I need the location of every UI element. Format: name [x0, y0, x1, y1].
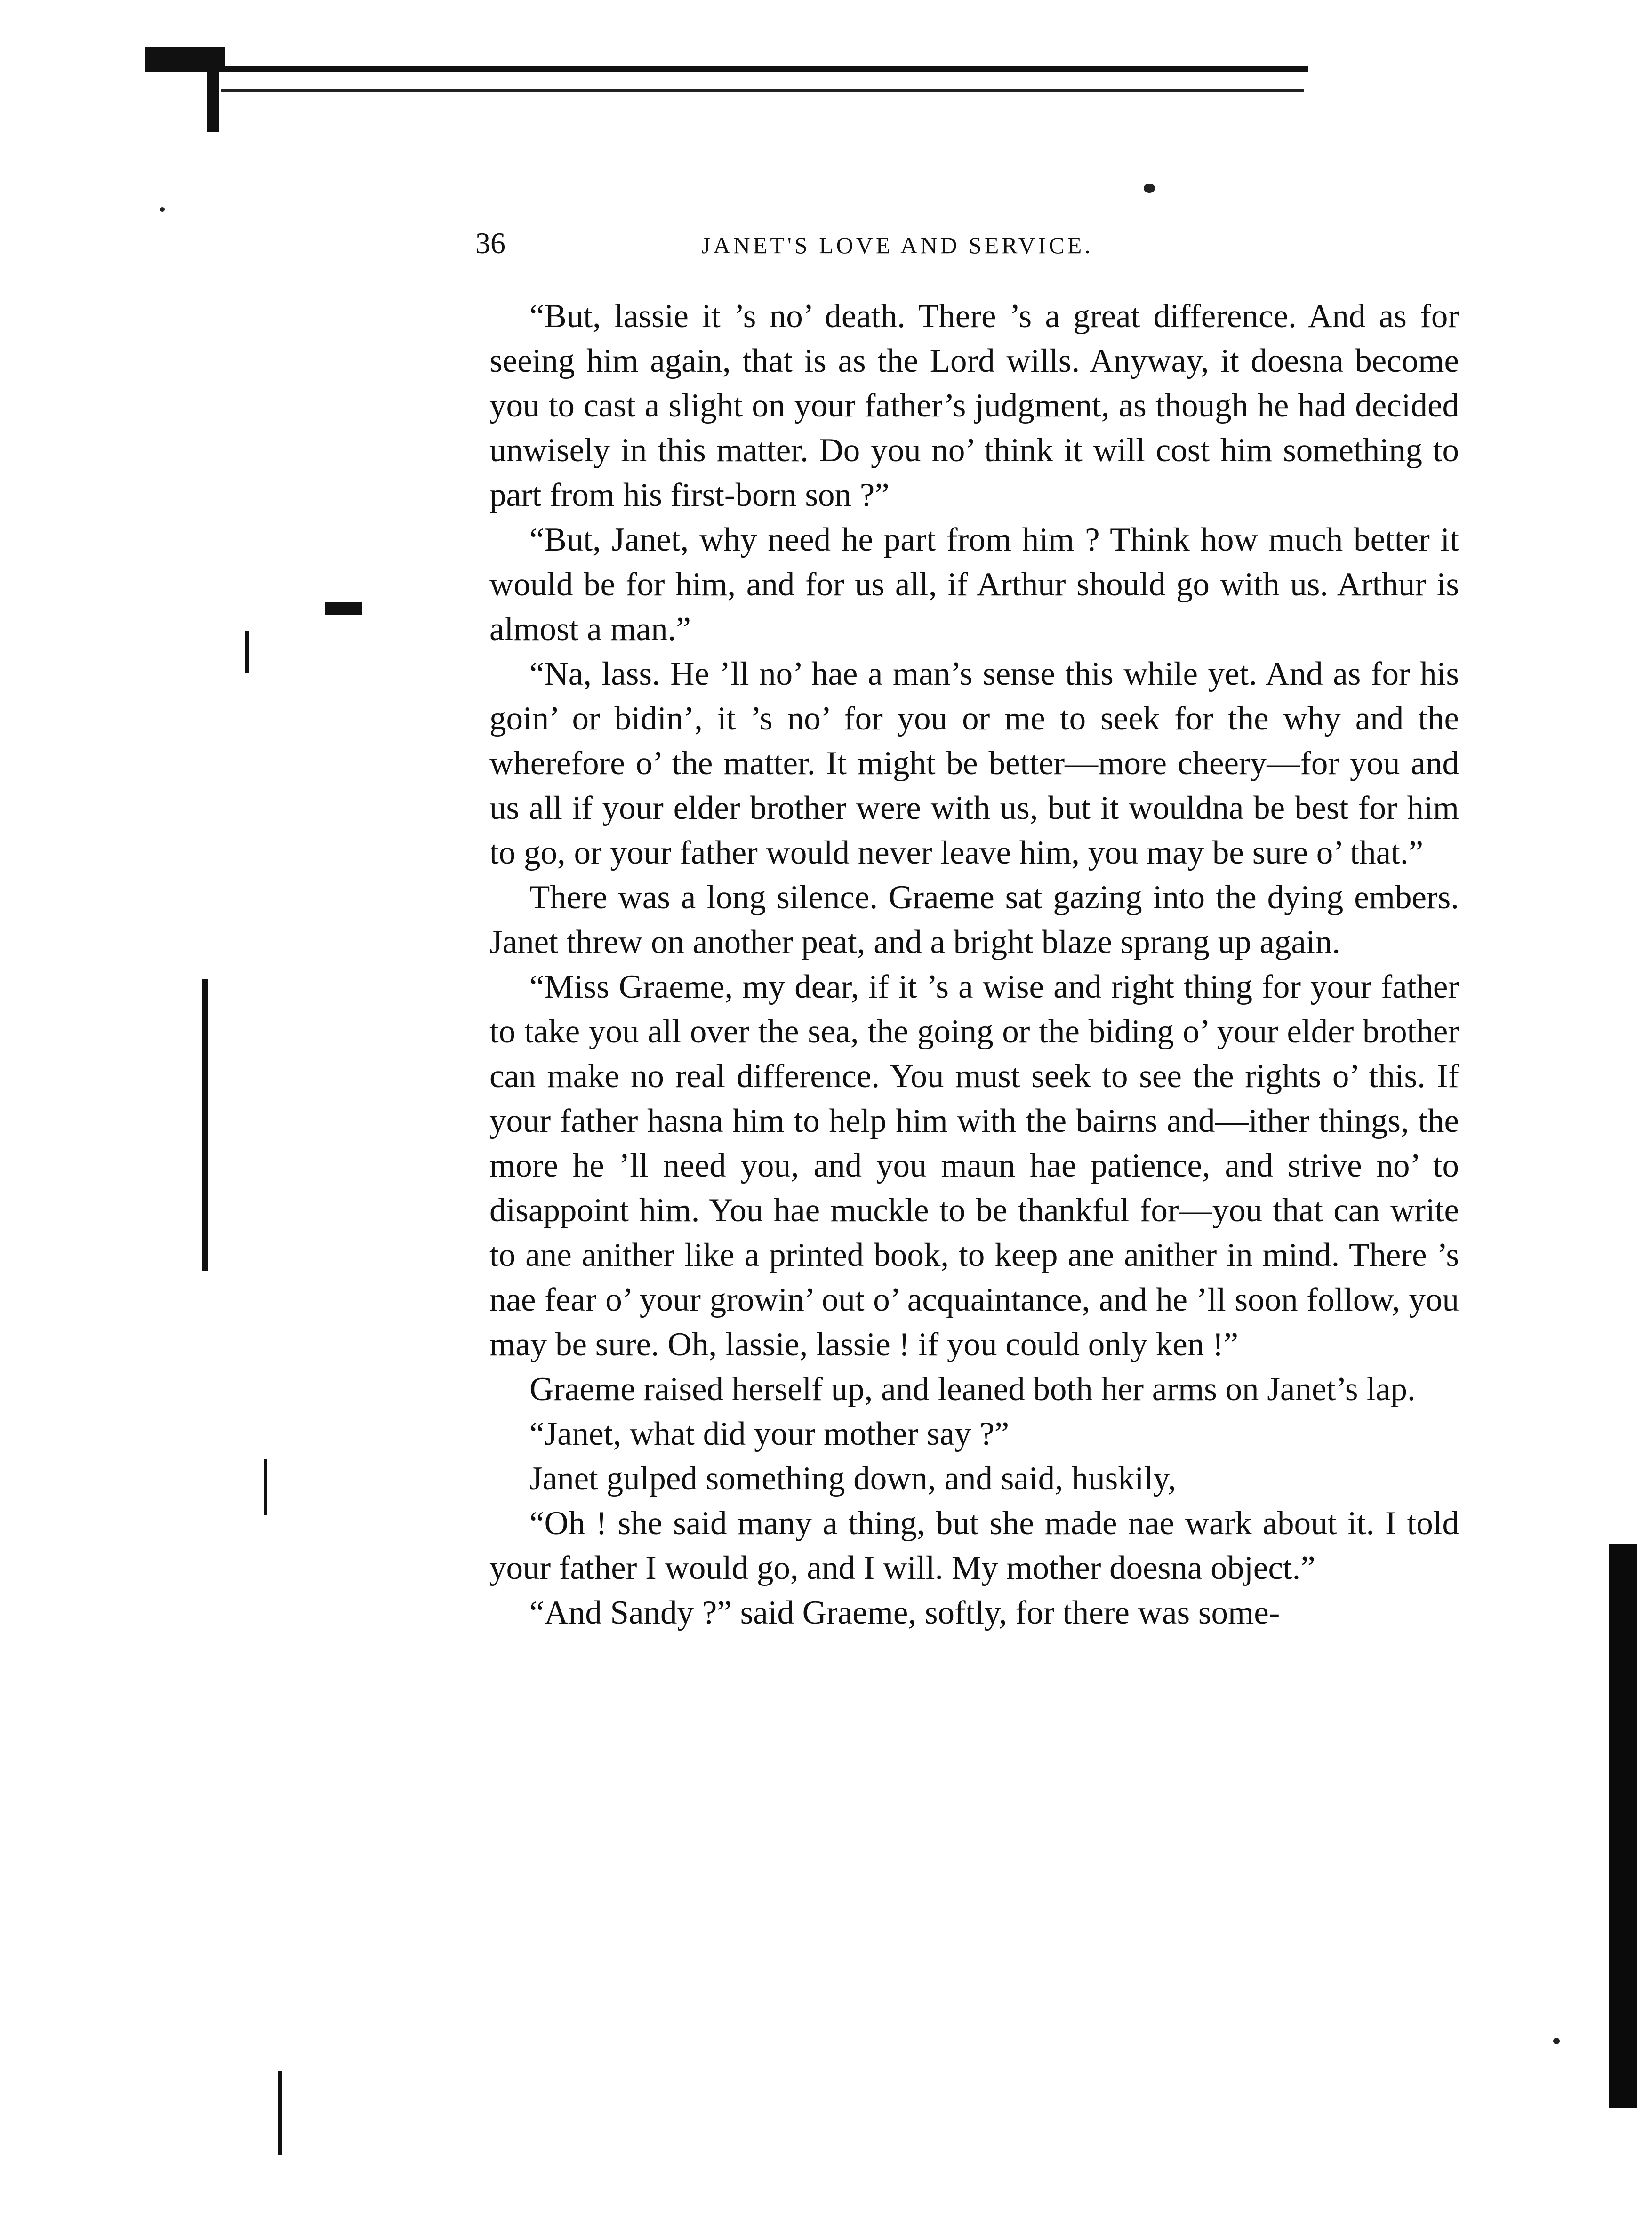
page-number: 36	[475, 226, 505, 260]
top-rule-hook-stem	[207, 47, 219, 132]
paragraph: “But, lassie it ’s no’ death. There ’s a great difference. And as for seeing him again, that is as the Lord wills. Anyway, it doesna become you to cast a slight on your father’s judgment, as though he had decided unwisely in this matter. Do you no’ think it will cost him something to part from his first-born son ?”	[489, 298, 1459, 513]
left-margin-mark	[245, 631, 249, 673]
left-margin-mark	[325, 602, 362, 615]
paragraph: “Janet, what did your mother say ?”	[529, 1416, 1010, 1452]
paragraph: There was a long silence. Graeme sat gazing into the dying embers. Janet threw on another peat, and a bright blaze sprang up again.	[489, 879, 1459, 961]
paragraph: “And Sandy ?” said Graeme, softly, for there was some-	[529, 1594, 1280, 1631]
paragraph: “Na, lass. He ’ll no’ hae a man’s sense this while yet. And as for his goin’ or bidin’, it ’s no’ for you or me to seek for the why and the wherefore o’ the matter. It might be better—more cheery—for you and us all if your elder brother were with us, but it wouldna be best for him to go, or your father would never leave him, you may be sure o’ that.”	[489, 656, 1459, 871]
body-text	[489, 294, 1459, 1635]
paragraph: “Oh ! she said many a thing, but she made nae wark about it. I told your father I would go, and I will. My mother doesna object.”	[489, 1505, 1459, 1586]
paragraph: Graeme raised herself up, and leaned both her arms on Janet’s lap.	[529, 1371, 1416, 1408]
top-rule-thin	[221, 89, 1304, 92]
paragraph: Janet gulped something down, and said, huskily,	[529, 1460, 1176, 1497]
paragraph: “But, Janet, why need he part from him ? Think how much better it would be for him, and for us all, if Arthur should go with us. Arthur is almost a man.”	[489, 521, 1459, 648]
scan-speck	[1144, 184, 1155, 193]
right-edge-shadow	[1609, 1544, 1637, 2108]
scan-speck	[1553, 2038, 1560, 2044]
paragraph: “Miss Graeme, my dear, if it ’s a wise and right thing for your father to take you all over the sea, the going or the biding o’ your elder brother can make no real difference. You must seek to see the rights o’ this. If your father hasna him to help him with the bairns and—ither things, the more he ’ll need you, and you maun hae patience, and strive no’ to disappoint him. You hae muckle to be thankful for—you that can write to ane anither like a printed book, to keep ane anither in mind. There ’s nae fear o’ your growin’ out o’ acquaintance, and he ’ll soon follow, you may be sure. Oh, lassie, lassie ! if you could only ken !”	[489, 969, 1459, 1363]
left-margin-mark	[202, 979, 208, 1271]
left-margin-mark	[264, 1459, 267, 1515]
top-rule	[146, 66, 1308, 72]
scan-speck	[160, 207, 165, 212]
left-margin-mark	[278, 2071, 282, 2155]
page-header	[475, 226, 1464, 268]
running-head: JANET'S LOVE AND SERVICE.	[701, 232, 1093, 258]
